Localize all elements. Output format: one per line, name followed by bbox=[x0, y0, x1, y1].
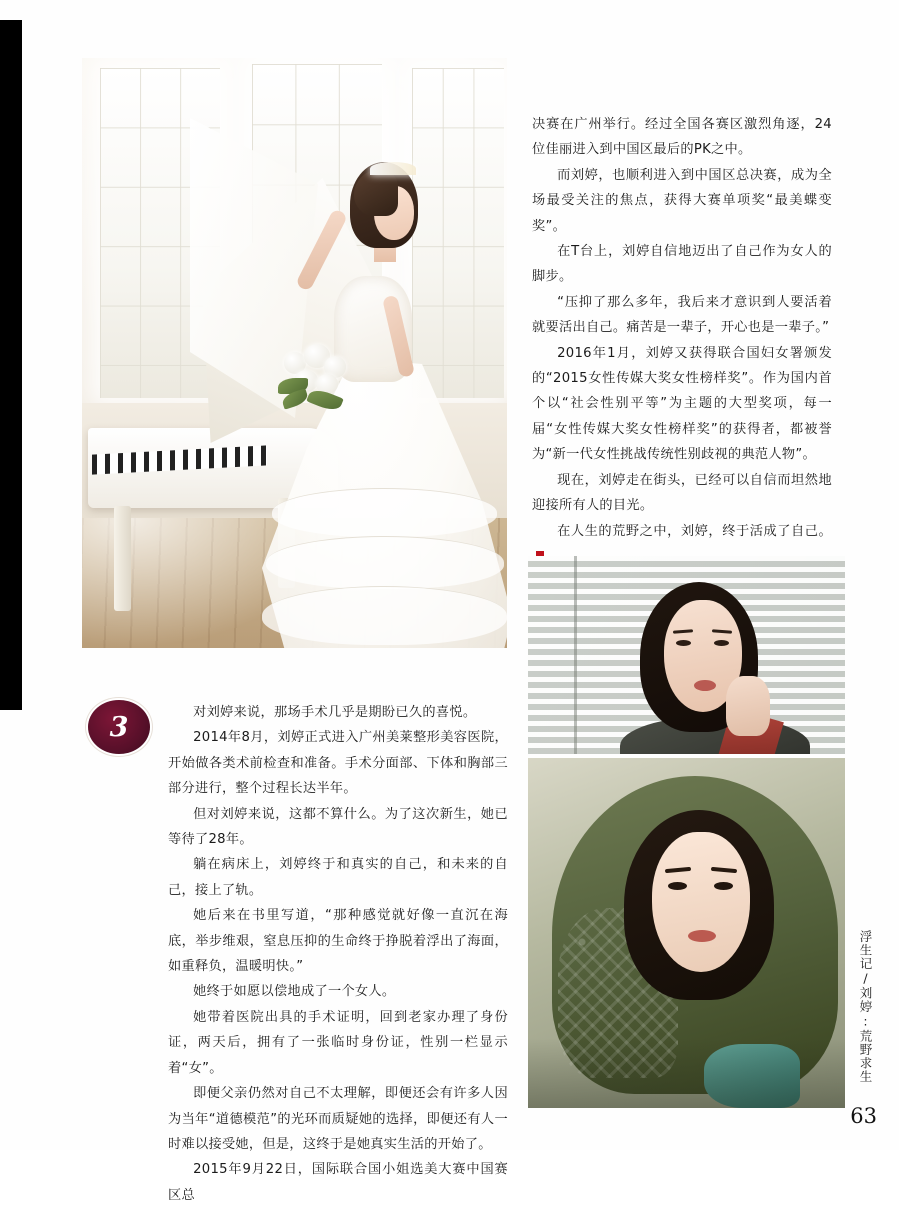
dress-ruffle bbox=[266, 536, 504, 589]
portrait-green-hood-photo bbox=[528, 758, 845, 1108]
paragraph: 在T台上，刘婷自信地迈出了自己作为女人的脚步。 bbox=[532, 244, 832, 285]
bride-hair-front bbox=[354, 170, 398, 216]
subject-face bbox=[652, 832, 750, 972]
blinds-cord bbox=[574, 556, 577, 754]
dress-ruffle bbox=[262, 586, 507, 645]
paragraph: 而刘婷，也顺利进入到中国区总决赛，成为全场最受关注的焦点，获得大赛单项奖“最美蝶变奖”。 bbox=[532, 167, 832, 234]
lips bbox=[688, 930, 716, 942]
section-number-badge bbox=[88, 700, 150, 754]
paragraph: 她后来在书里写道，“那种感觉就好像一直沉在海底，举步维艰，窒息压抑的生命终于挣脱着浮出了海面，如重释负，温暖明快。” bbox=[168, 908, 508, 975]
paragraph: 躺在病床上，刘婷终于和真实的自己，和未来的自己，接上了轨。 bbox=[168, 857, 508, 898]
paragraph: 她带着医院出具的手术证明，回到老家办理了身份证，两天后，拥有了一张临时身份证，性别一栏显示着“女”。 bbox=[168, 1009, 508, 1076]
running-title: 浮生记/刘婷:荒野求生 bbox=[858, 930, 873, 1084]
paragraph: 即便父亲仍然对自己不太理解，即便还会有许多人因为当年“道德模范”的光环而质疑她的选择，即便还有人一时难以接受她，但是，这终于是她真实生活的开始了。 bbox=[168, 1086, 508, 1152]
eye bbox=[668, 882, 687, 890]
paragraph-text: 在人生的荒野之中，刘婷，终于活成了自己。 bbox=[557, 523, 832, 539]
article-right-column bbox=[532, 112, 832, 569]
article-lower-left-column bbox=[168, 700, 508, 1208]
flower-bouquet bbox=[278, 344, 356, 416]
eye bbox=[714, 882, 733, 890]
section-number-label: 3 bbox=[109, 711, 129, 743]
page-number: 63 bbox=[850, 1104, 877, 1128]
lips bbox=[694, 680, 716, 691]
window-right-icon bbox=[412, 68, 504, 398]
portrait-window-blinds-photo bbox=[528, 556, 845, 754]
photo-bottom-shadow bbox=[528, 1038, 845, 1108]
window-pane-grid bbox=[412, 68, 504, 398]
paragraph: 但对刘婷来说，这都不算什么。为了这次新生，她已等待了28年。 bbox=[168, 806, 508, 848]
paragraph: 2015年9月22日，国际联合国小姐选美大赛中国赛区总 bbox=[168, 1162, 508, 1203]
subject-hand bbox=[726, 676, 770, 736]
paragraph: 现在，刘婷走在街头，已经可以自信而坦然地迎接所有人的目光。 bbox=[532, 472, 832, 514]
eye bbox=[714, 640, 729, 646]
paragraph: 2014年8月，刘婷正式进入广州美莱整形美容医院，开始做各类术前检查和准备。手术分面部、下体和胸部三部分进行，整个过程长达半年。 bbox=[168, 730, 508, 797]
paragraph: 对刘婷来说，那场手术几乎是期盼已久的喜悦。 bbox=[193, 705, 477, 720]
piano-leg bbox=[114, 506, 131, 611]
eye bbox=[676, 640, 691, 646]
paragraph: “压抑了那么多年，我后来才意识到人要活着就要活出自己。痛苦是一辈子，开心也是一辈子。” bbox=[532, 294, 832, 336]
paragraph: 2016年1月，刘婷又获得联合国妇女署颁发的“2015女性传媒大奖女性榜样奖”。作为国内首个以“社会性别平等”为主题的大型奖项，每一届“女性传媒大奖女性榜样奖”的获得者，都被誉为“新一代女性挑战传统性别歧视的典范人物”。 bbox=[532, 345, 832, 463]
dress-ruffle bbox=[272, 488, 497, 537]
tiara-icon bbox=[370, 162, 416, 175]
page-spine-bar bbox=[0, 20, 22, 710]
paragraph: 决赛在广州举行。经过全国各赛区激烈角逐，24位佳丽进入到中国区最后的PK之中。 bbox=[532, 117, 832, 158]
paragraph: 她终于如愿以偿地成了一个女人。 bbox=[193, 984, 396, 1000]
bride-wedding-dress-photo bbox=[82, 58, 507, 648]
